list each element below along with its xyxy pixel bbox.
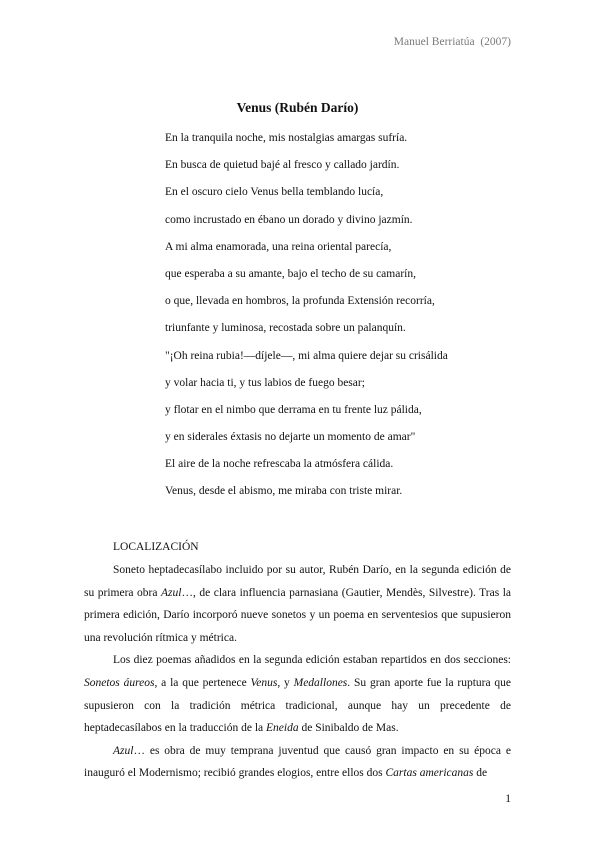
- text-run: . Su gran aporte fue la ruptura que supusieron con la tradición métrica tradicional, aunque hay un precedente de heptadecasílabos en la traducción de la: [84, 676, 512, 735]
- poem-title: Venus (Rubén Darío): [236, 100, 359, 115]
- italic-title: Sonetos áureos: [84, 676, 155, 689]
- poem-line: A mi alma enamorada, una reina oriental parecía,: [165, 240, 392, 253]
- poem-line: Venus, desde el abismo, me miraba con triste mirar.: [165, 485, 403, 498]
- poem-line: En la tranquila noche, mis nostalgias amargas sufría.: [165, 132, 408, 144]
- poem-line: y flotar en el nimbo que derrama en tu frente luz pálida,: [165, 403, 422, 416]
- text-run: , y: [277, 676, 294, 689]
- poem-line: En busca de quietud bajé al fresco y callado jardín.: [165, 159, 400, 172]
- text-run: Los diez poemas añadidos en la segunda edición estaban repartidos en dos secciones:: [113, 654, 511, 667]
- text-run: de: [473, 767, 488, 780]
- text-run: de Sinibaldo de Mas.: [298, 722, 399, 735]
- italic-title: Azul: [161, 586, 182, 599]
- italic-title: Eneida: [266, 722, 299, 735]
- section-heading: LOCALIZACIÓN: [113, 541, 199, 553]
- text-run: , a la que pertenece: [154, 676, 251, 689]
- italic-title: Azul: [113, 744, 134, 757]
- text-run: … es obra de muy temprana juventud que causó gran impacto en su época e inauguró el Modernismo; recibió grandes elogios, entre ellos dos: [84, 744, 511, 780]
- paragraph-1: [84, 559, 511, 649]
- text-run: …, de clara influencia parnasiana (Gautier, Mendès, Silvestre). Tras la primera edición, Darío incorporó nueve sonetos y un poema en serventesios que supusieron una revolución rítmica y métrica.: [84, 586, 511, 644]
- text-run: Soneto heptadecasílabo incluido por su autor, Rubén Darío, en la segunda edición de su primera obra: [84, 564, 511, 599]
- paragraph-2: [84, 649, 511, 739]
- poem-line: triunfante y luminosa, recostada sobre un palanquín.: [165, 322, 406, 335]
- running-header-author: Manuel Berriatúa (2007): [393, 36, 511, 48]
- poem-line: y en siderales éxtasis no dejarte un momento de amar": [165, 431, 416, 444]
- poem-line: o que, llevada en hombros, la profunda Extensión recorría,: [165, 295, 435, 308]
- poem-line: El aire de la noche refrescaba la atmósfera cálida.: [165, 458, 394, 471]
- page-number: 1: [505, 793, 511, 805]
- poem-lines: [165, 131, 448, 512]
- body-text: [84, 559, 511, 785]
- poem-line: que esperaba a su amante, bajo el techo de su camarín,: [165, 267, 416, 280]
- italic-title: Venus: [250, 676, 278, 689]
- poem-line: como incrustado en ébano un dorado y divino jazmín.: [165, 213, 413, 226]
- poem-line: En el oscuro cielo Venus bella temblando lucía,: [165, 186, 384, 199]
- poem-line: "¡Oh reina rubia!—díjele—, mi alma quiere dejar su crisálida: [165, 349, 448, 362]
- poem-line: y volar hacia ti, y tus labios de fuego besar;: [165, 376, 365, 389]
- italic-title: Cartas americanas: [385, 767, 474, 780]
- italic-title: Medallones: [293, 676, 348, 689]
- paragraph-3: [84, 740, 511, 785]
